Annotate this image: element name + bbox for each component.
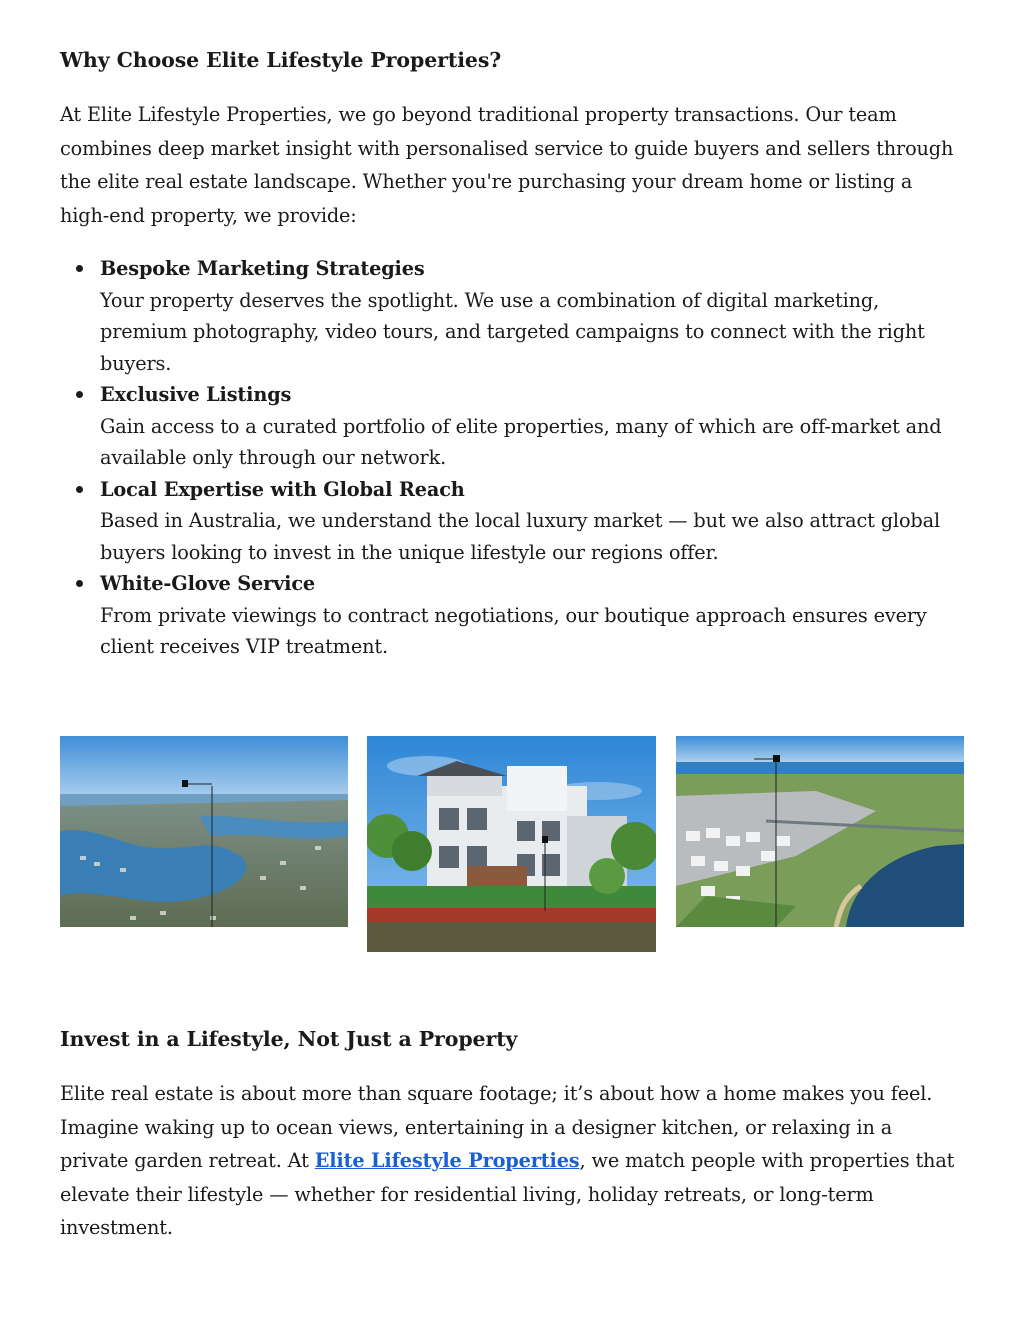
lifestyle-text-after-link: , we match people with properties that elevate their lifestyle — whether for residential living, holiday retreats, or long-term investment. [60, 1149, 955, 1239]
feature-title: Exclusive Listings [100, 383, 292, 406]
intro-paragraph: At Elite Lifestyle Properties, we go beyond traditional property transactions. Our team combines deep market insight with personalised service to guide buyers and sellers through the elite real estate landscape. Whether you're purchasing your dream home or listing a high-end property, we provide: [60, 103, 954, 227]
list-item [60, 474, 970, 569]
aerial-coastal-estate-photo [676, 736, 964, 927]
list-item [60, 379, 970, 474]
list-item [60, 253, 970, 379]
lifestyle-paragraph [60, 1077, 955, 1245]
feature-description: From private viewings to contract negotiations, our boutique approach ensures every client receives VIP treatment. [100, 603, 927, 658]
list-item [60, 568, 970, 663]
lifestyle-text-before-link: Elite real estate is about more than square footage; it’s about how a home makes you feel. Imagine waking up to ocean views, entertaining in a designer kitchen, or relaxing in a private garden retreat. At [60, 1082, 933, 1172]
feature-title: Local Expertise with Global Reach [100, 477, 465, 501]
section-heading-invest: Invest in a Lifestyle, Not Just a Property [60, 1027, 518, 1051]
luxury-multistorey-home-photo [367, 736, 656, 952]
feature-description: Your property deserves the spotlight. We use a combination of digital marketing, premium photography, video tours, and targeted campaigns to connect with the right buyers. [100, 288, 925, 375]
feature-list [60, 253, 970, 663]
section-heading-why-choose: Why Choose Elite Lifestyle Properties? [60, 48, 502, 72]
bullet-icon [76, 486, 83, 493]
elite-lifestyle-properties-link[interactable]: Elite Lifestyle Properties [314, 1149, 580, 1172]
bullet-icon [76, 265, 83, 272]
feature-description: Based in Australia, we understand the local luxury market — but we also attract global buyers looking to invest in the unique lifestyle our regions offer. [100, 509, 940, 564]
feature-title: White-Glove Service [100, 572, 316, 595]
bullet-icon [76, 391, 83, 398]
photo-gallery [60, 736, 964, 952]
feature-description: Gain access to a curated portfolio of elite properties, many of which are off-market and available only through our network. [100, 414, 942, 469]
bullet-icon [76, 580, 83, 587]
feature-title: Bespoke Marketing Strategies [100, 257, 425, 280]
aerial-waterfront-suburb-photo [60, 736, 348, 927]
